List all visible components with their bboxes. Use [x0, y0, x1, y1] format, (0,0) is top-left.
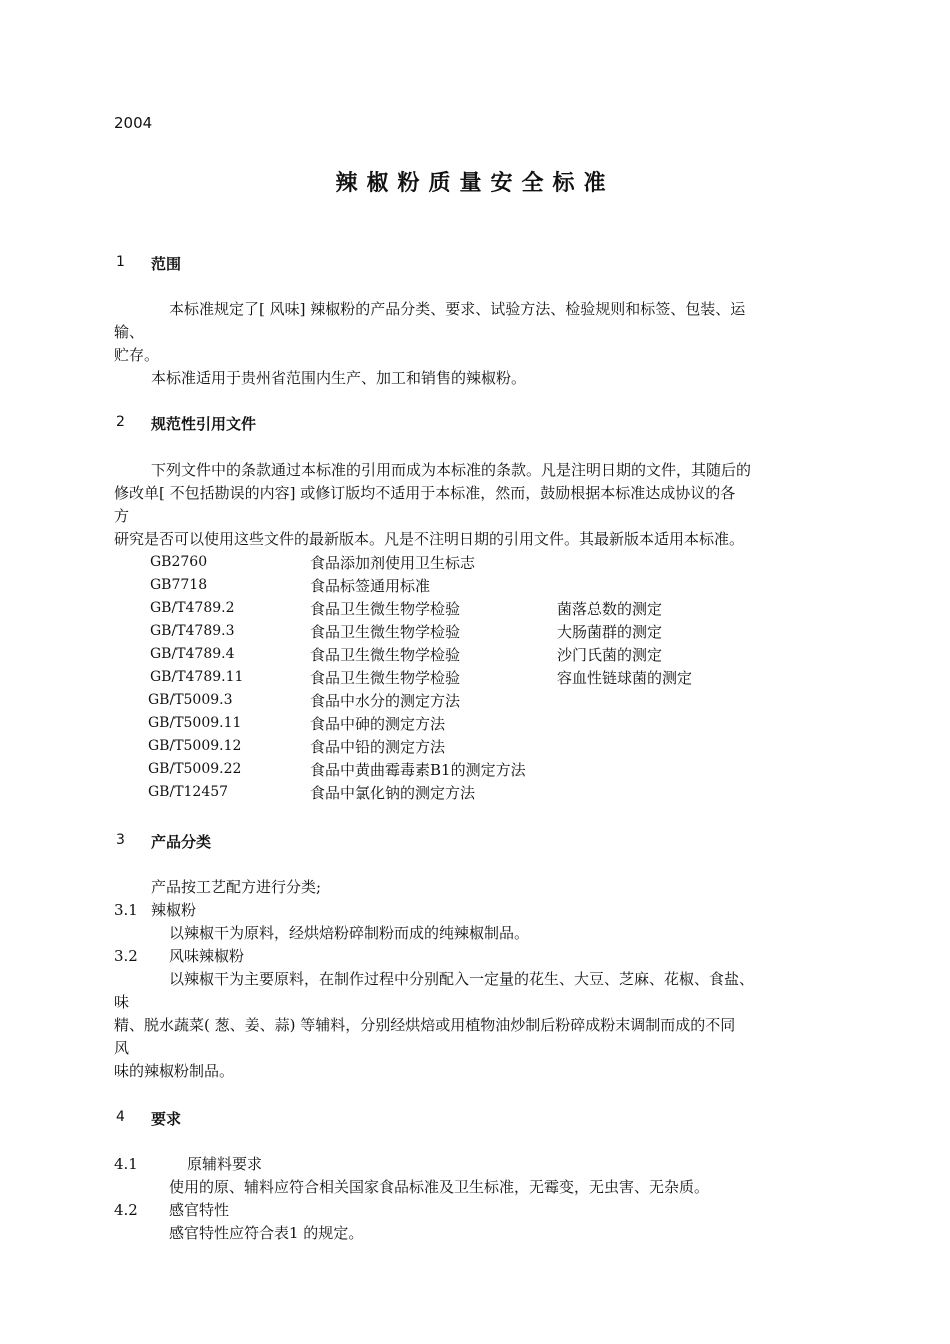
- subsection-4-2-text: 感官特性应符合表1 的规定。: [169, 1224, 364, 1242]
- section-1-paragraph-line: 本标准规定了[ 风味] 辣椒粉的产品分类、要求、试验方法、检验规则和标签、包装、运: [169, 300, 746, 318]
- reference-code: GB/T5009.22: [148, 761, 242, 777]
- subsection-4-2-number: 4.2: [114, 1201, 138, 1219]
- reference-subtitle: 大肠菌群的测定: [557, 623, 663, 641]
- subsection-4-1-heading: 原辅料要求: [187, 1155, 263, 1173]
- section-2-paragraph-line: 下列文件中的条款通过本标准的引用而成为本标准的条款。凡是注明日期的文件，其随后的: [151, 461, 752, 479]
- reference-title: 食品卫生微生物学检验: [310, 623, 461, 641]
- page-title: 辣椒粉质量安全标准: [335, 171, 615, 196]
- subsection-4-1-number: 4.1: [114, 1155, 138, 1173]
- reference-code: GB/T4789.2: [150, 600, 235, 616]
- reference-code: GB/T4789.11: [150, 669, 244, 685]
- reference-title: 食品中砷的测定方法: [310, 715, 446, 733]
- section-3-number: 3: [116, 832, 125, 848]
- reference-title: 食品卫生微生物学检验: [310, 646, 461, 664]
- reference-title: 食品中铅的测定方法: [310, 738, 446, 756]
- reference-subtitle: 菌落总数的测定: [557, 600, 663, 618]
- section-4-number: 4: [116, 1109, 125, 1125]
- reference-title: 食品卫生微生物学检验: [310, 600, 461, 618]
- subsection-3-2-text-line: 味: [114, 993, 130, 1011]
- reference-title: 食品添加剂使用卫生标志: [310, 554, 476, 572]
- section-2-heading: 规范性引用文件: [151, 415, 257, 433]
- reference-code: GB/T12457: [148, 784, 229, 800]
- subsection-3-2-number: 3.2: [114, 947, 138, 965]
- reference-code: GB/T4789.4: [150, 646, 235, 662]
- reference-code: GB/T5009.12: [148, 738, 242, 754]
- section-3-heading: 产品分类: [151, 833, 212, 851]
- subsection-4-1-text: 使用的原、辅料应符合相关国家食品标准及卫生标准，无霉变，无虫害、无杂质。: [169, 1178, 710, 1196]
- section-2-number: 2: [116, 414, 125, 430]
- section-2-paragraph-line: 方: [114, 507, 130, 525]
- section-3-intro: 产品按工艺配方进行分类;: [151, 878, 322, 896]
- subsection-3-1-text: 以辣椒干为原料，经烘焙粉碎制粉而成的纯辣椒制品。: [169, 924, 530, 942]
- subsection-3-2-text-line: 精、脱水蔬菜( 葱、姜、蒜) 等辅料，分别经烘焙或用植物油炒制后粉碎成粉末调制而成的不同: [114, 1016, 736, 1034]
- subsection-3-2-text-line: 以辣椒干为主要原料，在制作过程中分别配入一定量的花生、大豆、芝麻、花椒、食盐、: [169, 970, 755, 988]
- section-4-heading: 要求: [151, 1110, 182, 1128]
- header-year: 2004: [114, 114, 153, 132]
- section-1-paragraph-line: 输、: [114, 323, 145, 341]
- subsection-4-2-heading: 感官特性: [169, 1201, 230, 1219]
- section-1-paragraph: 本标准适用于贵州省范围内生产、加工和销售的辣椒粉。: [151, 369, 527, 387]
- reference-code: GB7718: [150, 577, 208, 593]
- reference-title: 食品中氯化钠的测定方法: [310, 784, 476, 802]
- subsection-3-2-text-line: 味的辣椒粉制品。: [114, 1062, 235, 1080]
- subsection-3-2-heading: 风味辣椒粉: [169, 947, 245, 965]
- reference-code: GB/T5009.11: [148, 715, 242, 731]
- reference-title: 食品卫生微生物学检验: [310, 669, 461, 687]
- reference-title: 食品中水分的测定方法: [310, 692, 461, 710]
- section-1-heading: 范围: [151, 255, 182, 273]
- reference-code: GB/T4789.3: [150, 623, 235, 639]
- subsection-3-2-text-line: 风: [114, 1039, 130, 1057]
- reference-title: 食品标签通用标准: [310, 577, 431, 595]
- subsection-3-1-heading: 辣椒粉: [151, 901, 197, 919]
- section-1-paragraph-line: 贮存。: [114, 346, 160, 364]
- reference-title: 食品中黄曲霉毒素B1的测定方法: [310, 761, 526, 779]
- section-2-paragraph-line: 修改单[ 不包括勘误的内容] 或修订版均不适用于本标准，然而，鼓励根据本标准达成协议的各: [114, 484, 736, 502]
- section-2-paragraph-line: 研究是否可以使用这些文件的最新版本。凡是不注明日期的引用文件。其最新版本适用本标准。: [114, 530, 745, 548]
- reference-code: GB2760: [150, 554, 208, 570]
- reference-code: GB/T5009.3: [148, 692, 233, 708]
- reference-subtitle: 沙门氏菌的测定: [557, 646, 663, 664]
- subsection-3-1-number: 3.1: [114, 901, 138, 919]
- section-1-number: 1: [116, 254, 125, 270]
- reference-subtitle: 容血性链球菌的测定: [557, 669, 693, 687]
